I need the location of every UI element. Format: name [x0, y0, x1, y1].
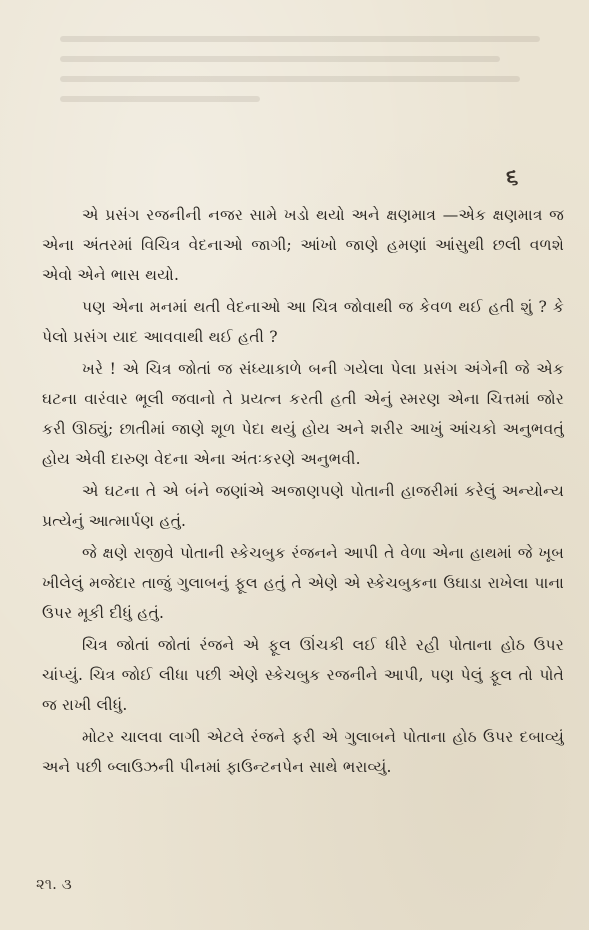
paragraph: ચિત્ર જોતાં જોતાં રંજને એ ફૂલ ઊંચકી લઈ ધીરે રહી પોતાના હોઠ ઉપર ચાંપ્યું. ચિત્ર જોઈ લીધા પછી એણે સ્કેચબુક રજનીને આપી, પણ પેલું ફૂલ તો પોતે જ રાખી લીધું.: [42, 636, 564, 714]
page-number: ૬: [506, 164, 519, 190]
paragraph: પણ એના મનમાં થતી વેદનાઓ આ ચિત્ર જોવાથી જ કેવળ થઈ હતી શું ? કે પેલો પ્રસંગ યાદ આવવાથી થઈ હતી ?: [42, 298, 564, 346]
paragraph: મોટર ચાલવા લાગી એટલે રંજને ફરી એ ગુલાબને પોતાના હોઠ ઉપર દબાવ્યું અને પછી બ્લાઉઝની પીનમાં ફાઉન્ટનપેન સાથે ભરાવ્યું.: [42, 728, 564, 776]
signature-mark: ૨૧. ૩: [36, 875, 72, 893]
paragraph: એ ઘટના તે એ બંને જણાંએ અજાણપણે પોતાની હાજરીમાં કરેલું અન્યોન્ય પ્રત્યેનું આત્માર્પણ હતું.: [42, 482, 564, 530]
bleed-through-text: [60, 22, 560, 142]
paragraph: જે ક્ષણે રાજીવે પોતાની સ્કેચબુક રંજનને આપી તે વેળા એના હાથમાં જે ખૂબ ખીલેલું મજેદાર તાજું ગુલાબનું ફૂલ હતું તે એણે એ સ્કેચબુકના ઉઘાડા રાખેલા પાના ઉપર મૂકી દીધું હતું.: [42, 544, 564, 622]
body-text: [42, 200, 564, 784]
paragraph: ખરે ! એ ચિત્ર જોતાં જ સંધ્યાકાળે બની ગયેલા પેલા પ્રસંગ અંગેની જે એક ઘટના વારંવાર ભૂલી જવાનો તે પ્રયત્ન કરતી હતી એનું સ્મરણ એના ચિત્તમાં જોર કરી ઊઠ્યું; છાતીમાં જાણે શૂળ પેદા થયું હોય અને શરીર આખું આંચકો અનુભવતું હોય એવી દારુણ વેદના એના અંતઃકરણે અનુભવી.: [42, 360, 564, 468]
paragraph: એ પ્રસંગ રજનીની નજર સામે ખડો થયો અને ક્ષણમાત્ર —એક ક્ષણમાત્ર જ એના અંતરમાં વિચિત્ર વેદનાઓ જાગી; આંખો જાણે હમણાં આંસુથી છલી વળશે એવો એને ભાસ થયો.: [42, 206, 564, 284]
